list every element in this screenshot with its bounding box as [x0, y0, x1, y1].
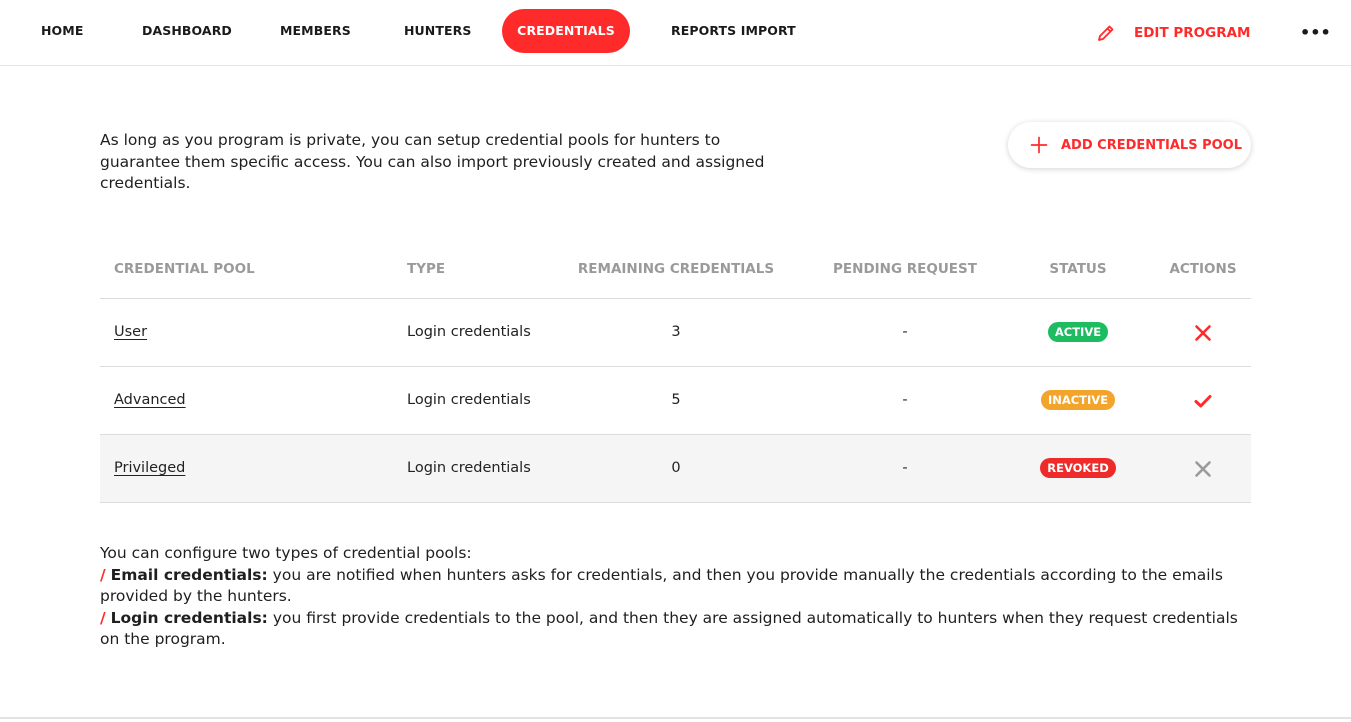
nav-dashboard[interactable]: DASHBOARD	[142, 23, 232, 38]
table-row	[100, 367, 1251, 435]
header-status: STATUS	[1049, 261, 1107, 277]
pool-type: Login credentials	[407, 460, 531, 476]
login-credentials-description	[100, 608, 1251, 651]
table-row	[100, 435, 1251, 503]
header-pending-request: PENDING REQUEST	[833, 261, 977, 277]
table-row	[100, 299, 1251, 367]
nav-hunters[interactable]: HUNTERS	[404, 23, 472, 38]
add-credentials-pool-button[interactable]	[1008, 122, 1251, 168]
status-badge: ACTIVE	[1048, 322, 1108, 342]
header-actions: ACTIONS	[1169, 261, 1237, 277]
remaining-credentials: 5	[671, 392, 681, 408]
pool-types-explanation	[100, 543, 1251, 651]
top-navigation	[0, 0, 1351, 66]
status-cell	[1018, 435, 1138, 502]
login-credentials-text: you first provide credentials to the pool, and then they are assigned automatically to hunters when they request credentials on the program.	[100, 608, 1238, 648]
pool-types-intro: You can configure two types of credential pools:	[100, 544, 472, 562]
status-badge: REVOKED	[1040, 458, 1116, 478]
pencil-icon	[1096, 23, 1116, 43]
bottom-divider	[0, 717, 1351, 719]
email-credentials-description	[100, 565, 1251, 608]
nav-home[interactable]: HOME	[41, 23, 84, 38]
pool-type: Login credentials	[407, 324, 531, 340]
edit-program-label: EDIT PROGRAM	[1134, 25, 1251, 41]
header-type: TYPE	[407, 261, 446, 277]
pending-request: -	[902, 460, 908, 476]
pending-request: -	[902, 392, 908, 408]
more-options-icon[interactable]: •••	[1300, 23, 1331, 42]
nav-reports-import[interactable]: REPORTS IMPORT	[671, 23, 796, 38]
check-icon[interactable]	[1193, 391, 1213, 411]
intro-text: As long as you program is private, you can setup credential pools for hunters to guarantee them specific access. You can also import previously created and assigned credentials.	[100, 131, 765, 192]
pool-name-link[interactable]: User	[114, 324, 148, 340]
nav-credentials[interactable]: CREDENTIALS	[502, 9, 630, 53]
email-credentials-text: you are notified when hunters asks for credentials, and then you provide manually the credentials according to the emails provided by the hunters.	[100, 565, 1223, 605]
close-icon[interactable]	[1193, 459, 1213, 479]
close-icon[interactable]	[1193, 323, 1213, 343]
status-badge: INACTIVE	[1041, 390, 1115, 410]
nav-members[interactable]: MEMBERS	[280, 23, 351, 38]
remaining-credentials: 0	[671, 460, 681, 476]
plus-icon	[1030, 136, 1048, 154]
login-credentials-title: Login credentials:	[110, 608, 268, 627]
email-credentials-title: Email credentials:	[110, 565, 268, 584]
edit-program-button[interactable]	[1096, 20, 1250, 46]
header-credential-pool: CREDENTIAL POOL	[114, 261, 255, 277]
pool-name-link[interactable]: Privileged	[114, 460, 186, 476]
pending-request: -	[902, 324, 908, 340]
pool-type: Login credentials	[407, 392, 531, 408]
table-header	[100, 240, 1251, 299]
credential-pools-table	[100, 240, 1251, 503]
slash-marker: /	[100, 565, 106, 584]
remaining-credentials: 3	[671, 324, 681, 340]
slash-marker: /	[100, 608, 106, 627]
status-cell	[1018, 367, 1138, 434]
pool-name-link[interactable]: Advanced	[114, 392, 186, 408]
status-cell	[1018, 299, 1138, 366]
add-credentials-pool-label: ADD CREDENTIALS POOL	[1061, 137, 1243, 153]
header-remaining-credentials: REMAINING CREDENTIALS	[577, 261, 775, 277]
